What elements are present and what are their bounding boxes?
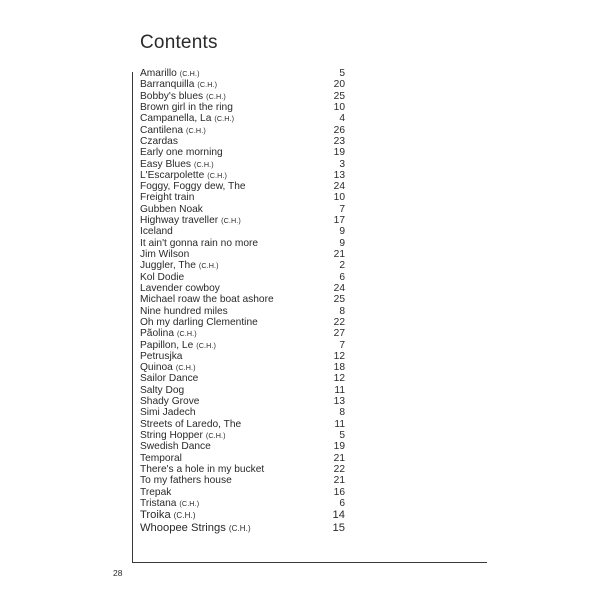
- toc-entry-page: 25: [333, 294, 345, 306]
- toc-entry: [140, 509, 345, 522]
- toc-entry-title: Petrusjka: [140, 350, 183, 362]
- toc-entry-title: To my fathers house: [140, 475, 232, 487]
- toc-entry-page: 27: [333, 328, 345, 340]
- toc-entry-page: 11: [334, 384, 345, 396]
- toc-entry-label: [140, 215, 241, 226]
- toc-entry-title: Salty Dog: [140, 384, 185, 396]
- toc-entry-label: [140, 136, 178, 147]
- toc-entry-page: 14: [332, 509, 345, 522]
- toc-entry-title: Papillon, Le: [140, 339, 194, 351]
- toc-entry: [140, 181, 345, 192]
- toc-entry-title: Jim Wilson: [140, 249, 190, 260]
- toc-entry: [140, 441, 345, 452]
- toc-entry-label: [140, 272, 184, 283]
- toc-entry-page: 21: [333, 249, 345, 260]
- toc-entry-note: (C.H.): [196, 340, 217, 350]
- toc-entry: [140, 192, 345, 203]
- toc-entry-page: 15: [332, 522, 345, 535]
- toc-entry-note: (C.H.): [193, 159, 214, 169]
- toc-entry-page: 22: [333, 463, 345, 475]
- toc-entry: [140, 430, 345, 441]
- toc-entry-note: (C.H.): [228, 524, 251, 534]
- toc-entry-page: 22: [333, 316, 345, 328]
- toc-entry-page: 11: [334, 418, 345, 430]
- toc-entry-label: [140, 91, 226, 102]
- toc-entry: [140, 522, 345, 535]
- toc-entry: [140, 453, 345, 464]
- toc-entry-note: (C.H.): [206, 91, 226, 101]
- toc-entry-title: Campanella, La: [140, 113, 212, 125]
- toc-entry-title: Czardas: [140, 135, 178, 147]
- toc-entry: [140, 113, 345, 124]
- toc-entry-page: 10: [333, 101, 345, 113]
- toc-entry-label: [140, 464, 264, 475]
- toc-entry-label: [140, 385, 184, 396]
- toc-entry-title: Gubben Noak: [140, 203, 203, 215]
- toc-entry-title: Troika: [140, 509, 171, 522]
- toc-entry-label: [140, 396, 199, 407]
- toc-entry-label: [140, 181, 246, 192]
- toc-entry-label: [140, 340, 216, 351]
- toc-entry: [140, 464, 345, 475]
- toc-entry-page: 13: [333, 169, 345, 181]
- toc-entry-page: 25: [333, 90, 345, 102]
- toc-entry-note: (C.H.): [179, 69, 200, 78]
- toc-entry-title: Tristana: [140, 497, 177, 509]
- toc-entry: [140, 283, 345, 294]
- toc-entry: [140, 373, 345, 384]
- toc-entry-label: [140, 475, 232, 486]
- toc-entry: [140, 91, 345, 102]
- toc-entry: [140, 294, 345, 305]
- toc-entry-title: Whoopee Strings: [140, 522, 226, 535]
- toc-entry: [140, 475, 345, 486]
- toc-entry-page: 8: [339, 407, 345, 419]
- toc-entry: [140, 226, 345, 237]
- toc-entry-page: 5: [339, 430, 345, 441]
- toc-entry-page: 19: [333, 147, 345, 159]
- toc-entry-label: [140, 79, 217, 90]
- toc-entry-label: [140, 453, 182, 464]
- toc-entry: [140, 419, 345, 430]
- toc-entry-title: Pãolina: [140, 328, 174, 340]
- toc-entry: [140, 238, 345, 249]
- toc-entry-label: [140, 487, 171, 498]
- toc-entry: [140, 362, 345, 373]
- toc-entry-page: 6: [339, 271, 345, 283]
- toc-entry-title: Swedish Dance: [140, 441, 211, 453]
- toc-entry-title: Juggler, The: [140, 260, 196, 272]
- toc-entry-title: Iceland: [140, 226, 173, 238]
- toc-entry-label: [140, 419, 241, 430]
- toc-entry: [140, 328, 345, 339]
- toc-entry-note: (C.H.): [197, 80, 218, 90]
- toc-entry: [140, 260, 345, 271]
- toc-entry-note: (C.H.): [205, 431, 226, 440]
- toc-entry-title: It ain't gonna rain no more: [140, 237, 259, 249]
- toc-entry-page: 18: [333, 362, 345, 374]
- toc-entry: [140, 102, 345, 113]
- frame-bottom-rule: [132, 562, 487, 563]
- toc-entry-title: Lavender cowboy: [140, 282, 220, 294]
- toc-entry: [140, 306, 345, 317]
- toc-entry-label: [140, 509, 196, 522]
- toc-entry-page: 8: [339, 305, 345, 317]
- toc-entry-page: 24: [333, 181, 345, 193]
- toc-entry-note: (C.H.): [214, 114, 235, 124]
- toc-entry-label: [140, 306, 228, 317]
- toc-entry-title: Highway traveller: [140, 215, 219, 227]
- toc-entry: [140, 147, 345, 158]
- toc-entry-note: (C.H.): [179, 498, 200, 508]
- toc-entry-page: 6: [339, 497, 345, 509]
- toc-entry-page: 17: [333, 215, 345, 227]
- toc-entry-label: [140, 317, 258, 328]
- toc-entry-label: [140, 407, 196, 418]
- toc-entry-page: 5: [339, 68, 345, 79]
- toc-entry-page: 9: [339, 237, 345, 249]
- toc-entry-page: 10: [333, 192, 345, 204]
- page-title: Contents: [140, 32, 218, 53]
- toc-entry: [140, 317, 345, 328]
- toc-entry-title: Freight train: [140, 192, 195, 204]
- toc-entry-page: 7: [339, 203, 345, 215]
- toc-entry: [140, 215, 345, 226]
- toc-entry-label: [140, 283, 220, 294]
- toc-entry-label: [140, 249, 189, 260]
- toc-entry-label: [140, 430, 226, 441]
- toc-entry-title: Sailor Dance: [140, 373, 199, 385]
- toc-entry-page: 12: [333, 373, 345, 385]
- toc-entry-title: Foggy, Foggy dew, The: [140, 181, 246, 193]
- toc-entry: [140, 79, 345, 90]
- toc-entry-label: [140, 159, 214, 170]
- toc-entry-label: [140, 125, 206, 136]
- toc-entry-title: Early one morning: [140, 147, 223, 159]
- toc-entry-label: [140, 204, 203, 215]
- toc-entry: [140, 487, 345, 498]
- toc-entry-title: L'Escarpolette: [140, 169, 205, 181]
- toc-entry-page: 21: [333, 475, 345, 487]
- toc-entry-title: Barranquilla: [140, 79, 195, 91]
- toc-entry-note: (C.H.): [186, 125, 206, 135]
- toc-entry-label: [140, 113, 234, 124]
- toc-entry-page: 3: [339, 158, 345, 170]
- contents-list: [140, 68, 345, 536]
- toc-entry-page: 13: [333, 396, 345, 408]
- toc-entry-title: Temporal: [140, 452, 182, 464]
- toc-entry-note: (C.H.): [177, 329, 197, 339]
- toc-entry-title: Kol Dodie: [140, 271, 185, 283]
- toc-entry-title: There's a hole in my bucket: [140, 463, 265, 475]
- toc-entry-title: Brown girl in the ring: [140, 101, 233, 113]
- toc-entry-label: [140, 373, 198, 384]
- toc-entry-title: Oh my darling Clementine: [140, 316, 258, 328]
- toc-entry-page: 7: [339, 339, 345, 351]
- toc-entry-note: (C.H.): [198, 261, 219, 271]
- toc-entry-page: 20: [333, 79, 345, 91]
- toc-entry-label: [140, 147, 223, 158]
- toc-entry-page: 16: [333, 486, 345, 498]
- toc-entry-title: Simi Jadech: [140, 407, 196, 419]
- toc-entry-page: 24: [333, 282, 345, 294]
- toc-entry: [140, 204, 345, 215]
- toc-entry-title: Nine hundred miles: [140, 305, 228, 317]
- toc-entry: [140, 68, 345, 79]
- toc-entry-note: (C.H.): [175, 363, 196, 373]
- toc-entry-page: 4: [339, 113, 345, 125]
- toc-entry-label: [140, 102, 233, 113]
- toc-entry: [140, 249, 345, 260]
- toc-entry-title: Streets of Laredo, The: [140, 418, 242, 430]
- toc-entry-page: 23: [333, 135, 345, 147]
- toc-entry-title: Trepak: [140, 486, 172, 498]
- toc-entry-title: Cantilena: [140, 124, 184, 136]
- toc-entry-title: Shady Grove: [140, 396, 200, 408]
- toc-entry-label: [140, 238, 258, 249]
- toc-entry-label: [140, 362, 196, 373]
- toc-entry-title: Easy Blues: [140, 158, 191, 170]
- toc-entry: [140, 385, 345, 396]
- toc-entry: [140, 159, 345, 170]
- toc-entry: [140, 136, 345, 147]
- toc-entry-title: String Hopper: [140, 430, 203, 441]
- toc-entry-label: [140, 328, 197, 339]
- toc-entry: [140, 351, 345, 362]
- page-number: 28: [113, 568, 123, 578]
- toc-entry-label: [140, 441, 211, 452]
- toc-entry-label: [140, 498, 199, 509]
- toc-entry-label: [140, 226, 173, 237]
- toc-entry-label: [140, 68, 200, 79]
- toc-entry: [140, 170, 345, 181]
- toc-entry-page: 19: [333, 441, 345, 453]
- toc-entry-page: 12: [333, 350, 345, 362]
- toc-entry-note: (C.H.): [207, 170, 228, 180]
- toc-entry-title: Bobby's blues: [140, 90, 204, 102]
- toc-entry-label: [140, 170, 227, 181]
- toc-entry-note: (C.H.): [173, 511, 196, 521]
- toc-entry: [140, 407, 345, 418]
- toc-entry: [140, 498, 345, 509]
- toc-entry-label: [140, 522, 251, 535]
- toc-entry-title: Amarillo: [140, 68, 177, 79]
- toc-entry-label: [140, 294, 274, 305]
- toc-entry-note: (C.H.): [221, 216, 241, 226]
- toc-entry-page: 26: [333, 124, 345, 136]
- frame-left-rule: [132, 72, 133, 563]
- toc-entry-page: 9: [339, 226, 345, 238]
- toc-entry-page: 21: [333, 452, 345, 464]
- toc-entry: [140, 272, 345, 283]
- toc-entry: [140, 340, 345, 351]
- toc-entry-label: [140, 260, 219, 271]
- toc-entry-page: 2: [339, 260, 345, 272]
- toc-entry-title: Quinoa: [140, 362, 173, 374]
- toc-entry: [140, 396, 345, 407]
- toc-entry: [140, 125, 345, 136]
- toc-entry-label: [140, 192, 194, 203]
- toc-entry-label: [140, 351, 182, 362]
- toc-entry-title: Michael roaw the boat ashore: [140, 294, 274, 306]
